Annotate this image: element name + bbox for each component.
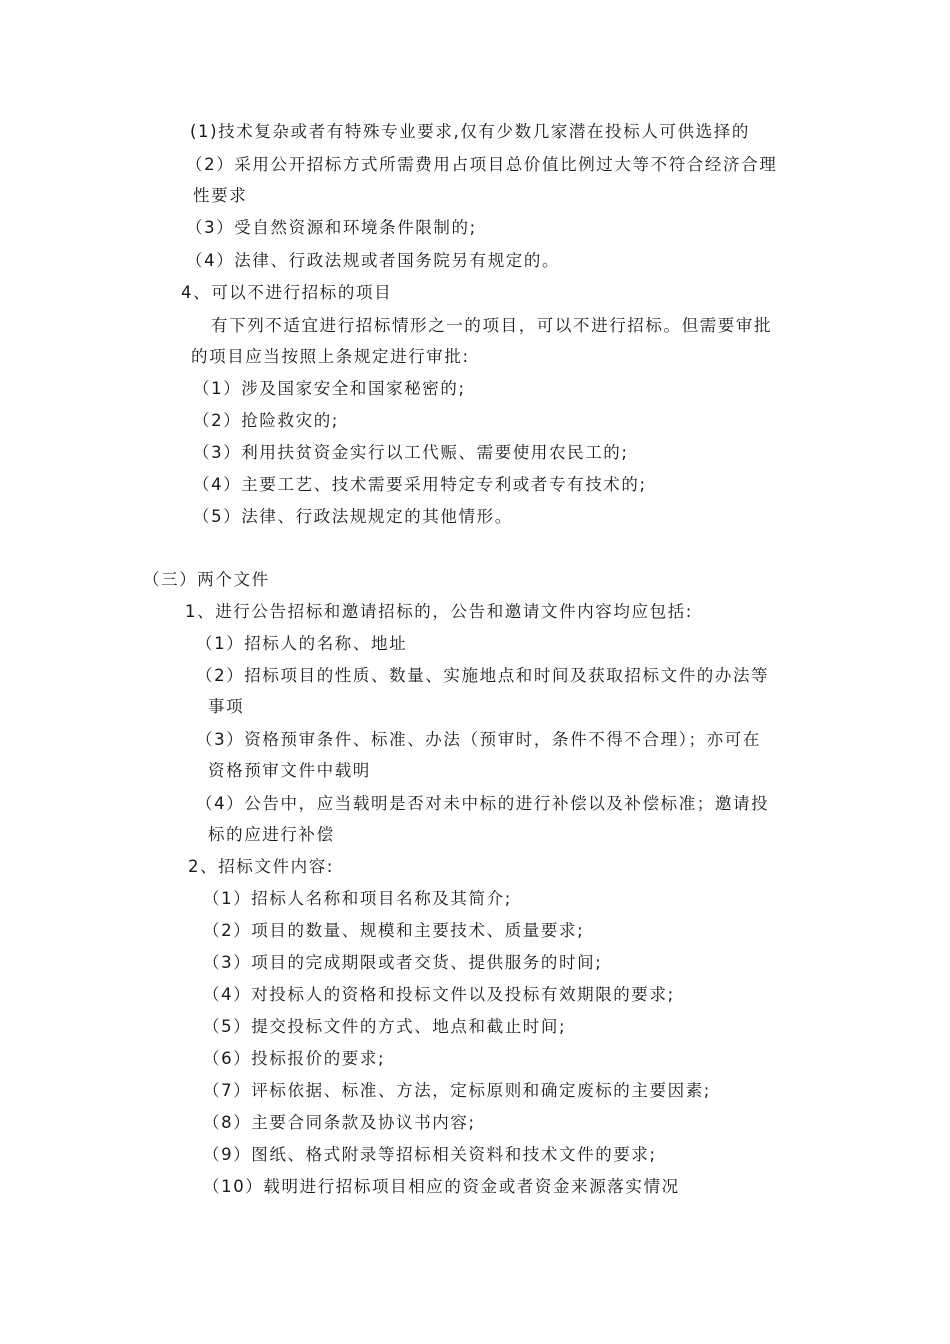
paragraph: 有下列不适宜进行招标情形之一的项目，可以不进行招标。但需要审批 (211, 316, 773, 335)
paragraph: 的项目应当按照上条规定进行审批: (191, 347, 470, 366)
list-item: (1)技术复杂或者有特殊专业要求,仅有少数几家潜在投标人可供选择的 (190, 122, 750, 141)
list-item: （3）受自然资源和环境条件限制的; (186, 218, 477, 237)
list-item: （3）利用扶贫资金实行以工代赈、需要使用农民工的; (193, 443, 629, 462)
list-item-continuation: 性要求 (193, 186, 248, 205)
list-item: （4）公告中，应当载明是否对未中标的进行补偿以及补偿标准；邀请投 (196, 794, 770, 813)
section-heading: （三）两个文件 (143, 570, 270, 589)
subsection-heading: 1、进行公告招标和邀请招标的，公告和邀请文件内容均应包括: (185, 602, 693, 621)
list-item: （5）提交投标文件的方式、地点和截止时间; (203, 1017, 567, 1036)
list-item: （2）采用公开招标方式所需费用占项目总价值比例过大等不符合经济合理 (186, 155, 778, 174)
list-item-continuation: 标的应进行补偿 (208, 825, 335, 844)
list-item: （3）项目的完成期限或者交货、提供服务的时间; (203, 953, 603, 972)
list-item: （3）资格预审条件、标准、办法（预审时，条件不得不合理）；亦可在 (196, 730, 761, 749)
list-item: （9）图纸、格式附录等招标相关资料和技术文件的要求; (203, 1145, 657, 1164)
list-item: （4）对投标人的资格和投标文件以及投标有效期限的要求; (203, 985, 675, 1004)
list-item: （1）招标人名称和项目名称及其简介; (203, 889, 512, 908)
list-item: （4）主要工艺、技术需要采用特定专利或者专有技术的; (193, 475, 647, 494)
list-item: （2）项目的数量、规模和主要技术、质量要求; (203, 921, 585, 940)
list-item-continuation: 资格预审文件中载明 (208, 761, 371, 780)
list-item: （1）招标人的名称、地址 (196, 634, 408, 653)
list-item: （8）主要合同条款及协议书内容; (203, 1113, 476, 1132)
list-item: （2）抢险救灾的; (193, 411, 339, 430)
list-item: （1）涉及国家安全和国家秘密的; (193, 379, 466, 398)
list-item: （4）法律、行政法规或者国务院另有规定的。 (186, 251, 561, 270)
list-item: （5）法律、行政法规规定的其他情形。 (193, 507, 513, 526)
list-item: （2）招标项目的性质、数量、实施地点和时间及获取招标文件的办法等 (196, 666, 770, 685)
section-heading: 4、可以不进行招标的项目 (181, 283, 393, 302)
list-item: （7）评标依据、标准、方法，定标原则和确定废标的主要因素; (203, 1081, 711, 1100)
list-item: （6）投标报价的要求; (203, 1049, 386, 1068)
list-item: （10）载明进行招标项目相应的资金或者资金来源落实情况 (203, 1177, 680, 1196)
list-item-continuation: 事项 (208, 697, 245, 716)
subsection-heading: 2、招标文件内容: (188, 857, 334, 876)
